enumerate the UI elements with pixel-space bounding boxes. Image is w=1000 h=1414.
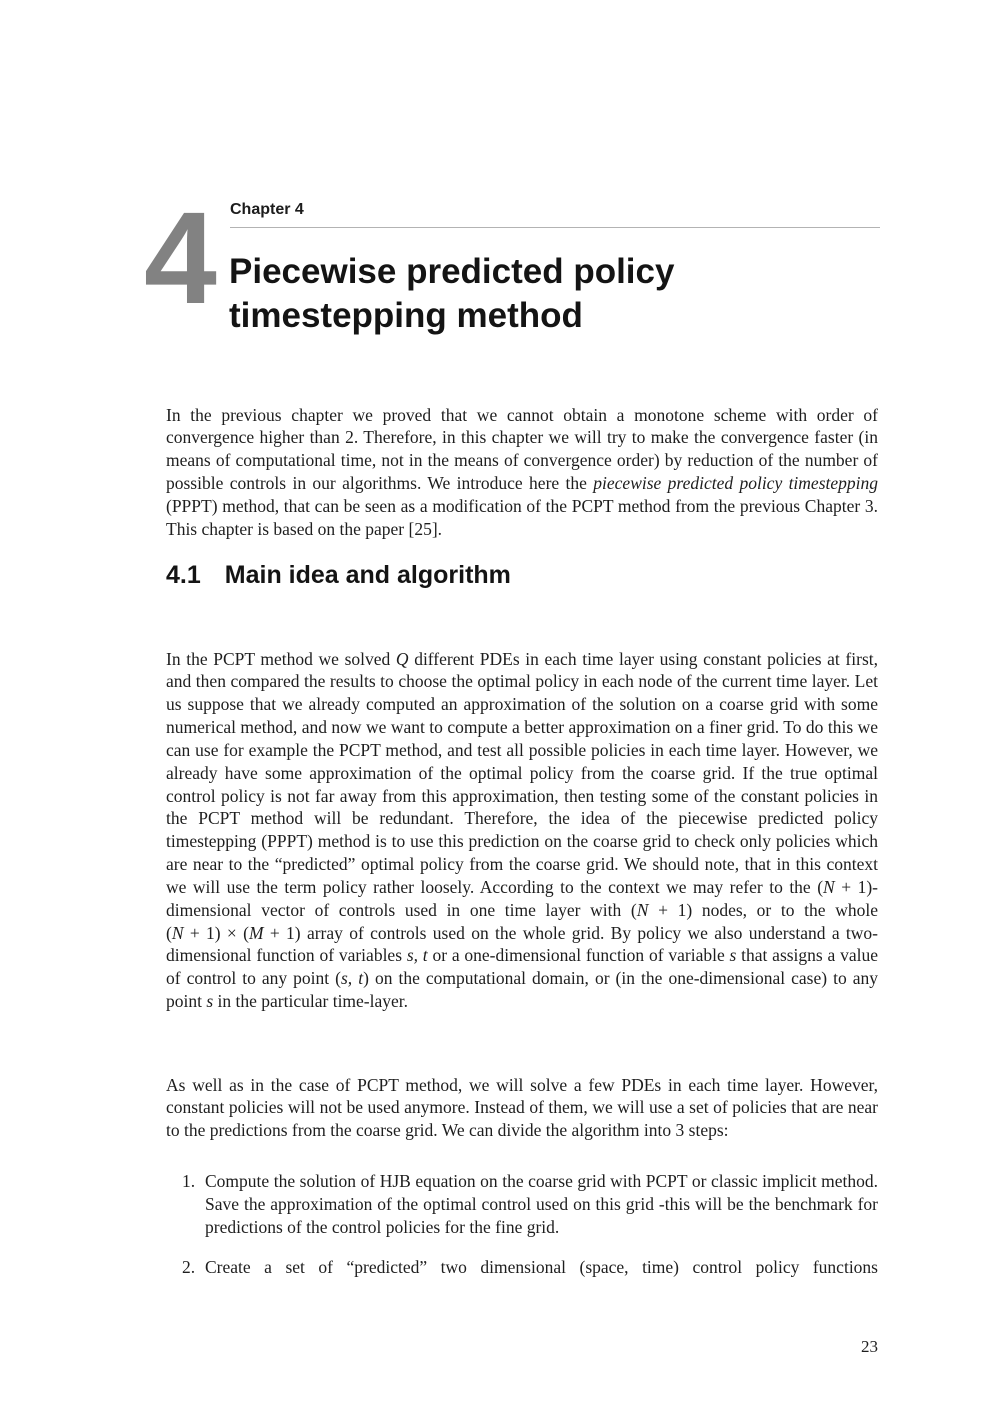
list-item-text: Compute the solution of HJB equation on the coarse grid with PCPT or classic implicit method. Save the approximation of the optimal control used on this grid -this will be the benchmark for predictions of the control policies for the fine grid. <box>205 1171 878 1237</box>
intro-paragraph: In the previous chapter we proved that we cannot obtain a monotone scheme with order of convergence higher than 2. Therefore, in this chapter we will try to make the convergence faster (in means of computational time, not in the means of convergence order) by reduction of the number of possible controls in our algorithms. We introduce here the piecewise predicted policy timestepping (PPPT) method, that can be seen as a modification of the PCPT method from the previous Chapter 3. This chapter is based on the paper [25]. <box>166 404 879 539</box>
list-item <box>166 1170 878 1239</box>
chapter-big-number: 4 <box>144 184 217 331</box>
chapter-title <box>229 250 674 338</box>
list-item <box>166 1256 878 1279</box>
list-item-number: 1. <box>182 1171 196 1191</box>
page-number: 23 <box>861 1337 878 1356</box>
chapter-eyebrow-label: Chapter 4 <box>230 201 304 218</box>
section-title: Main idea and algorithm <box>224 561 511 589</box>
body-paragraph: In the PCPT method we solved Q different PDEs in each time layer using constant policies at first, and then compared the results to choose the optimal policy in each node of the current time layer. Let us suppose that we already computed an approximation of the solution on a coarse grid with some numerical method, and now we want to compute a better approximation on a finer grid. To do this we can use for example the PCPT method, and test all possible policies in each time layer. However, we already have some approximation of the optimal policy from the coarse grid. If the true optimal control policy is not far away from this approximation, then testing some of the constant policies in the PCPT method will be redundant. Therefore, the idea of the piecewise predicted policy timestepping (PPPT) method is to use this prediction on the coarse grid to check only policies which are near to the “predicted” optimal policy from the coarse grid. We should note, that in this context we will use the term policy rather loosely. According to the context we may refer to the (N + 1)-dimensional vector of controls used in one time layer with (N + 1) nodes, or to the whole (N + 1) × (M + 1) array of controls used on the whole grid. By policy we also understand a two-dimensional function of variables s, t or a one-dimensional function of variable s that assigns a value of control to any point (s, t) on the computational domain, or (in the one-dimensional case) to any point s in the particular time-layer. <box>166 648 878 1012</box>
section-heading <box>166 561 511 590</box>
body-paragraph: As well as in the case of PCPT method, we will solve a few PDEs in each time layer. However, constant policies will not be used anymore. Instead of them, we will use a set of policies that are near to the predictions from the coarse grid. We can divide the algorithm into 3 steps: <box>166 1074 878 1141</box>
chapter-rule-divider <box>230 227 880 228</box>
list-item-text: Create a set of “predicted” two dimensional (space, time) control policy functions <box>205 1256 878 1277</box>
section-number: 4.1 <box>166 561 201 589</box>
steps-ordered-list <box>166 1170 878 1278</box>
chapter-title-line-1: Piecewise predicted policy <box>229 252 675 291</box>
list-item-number: 2. <box>182 1256 196 1277</box>
chapter-title-line-2: timestepping method <box>229 296 583 335</box>
